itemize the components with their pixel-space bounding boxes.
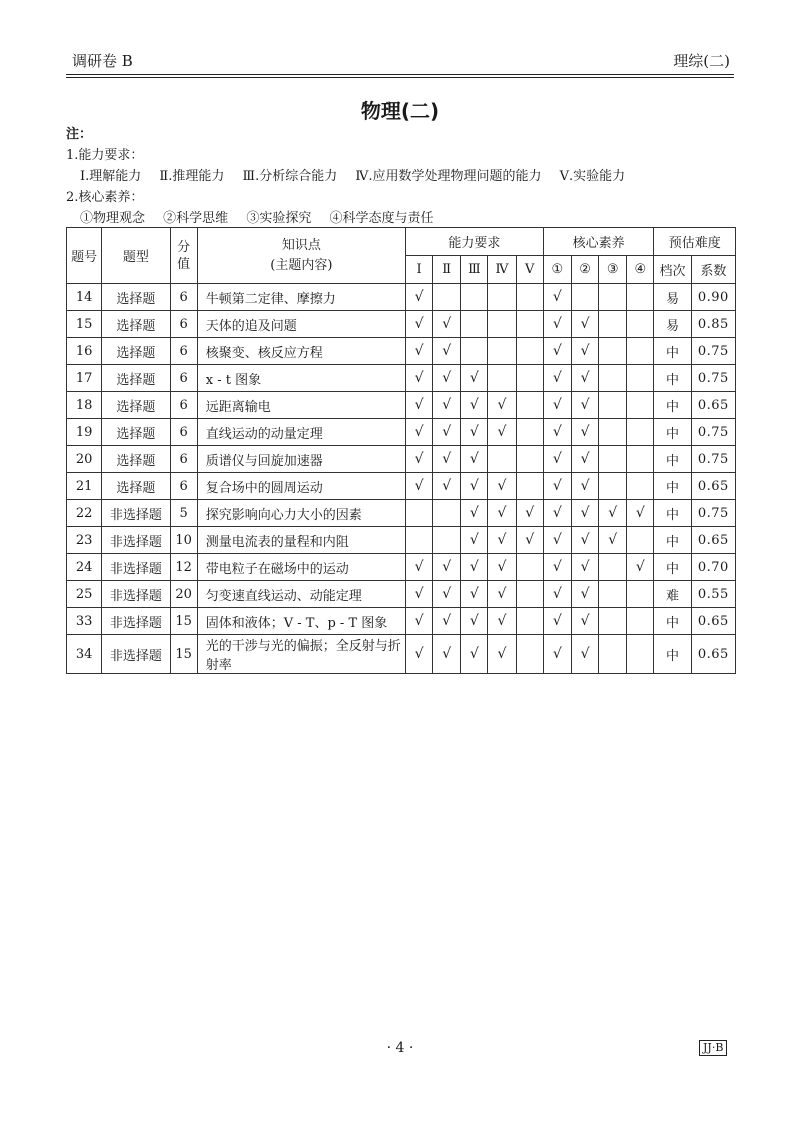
- literacy-item: ②科学思维: [163, 211, 229, 226]
- cell-core-check: [571, 284, 598, 311]
- cell-ability-check: √: [433, 554, 461, 581]
- table-body: [67, 284, 736, 674]
- cell-score: 6: [170, 284, 197, 311]
- cell-core-check: [599, 554, 627, 581]
- cell-core-check: √: [543, 473, 571, 500]
- cell-score: 12: [170, 554, 197, 581]
- cell-core-check: √: [543, 311, 571, 338]
- cell-core-check: √: [571, 554, 598, 581]
- cell-coef: 0.65: [691, 392, 735, 419]
- cell-ability-check: √: [433, 608, 461, 635]
- table-row: [67, 473, 736, 500]
- cell-core-check: √: [543, 581, 571, 608]
- cell-ability-check: [488, 284, 516, 311]
- header-topic: [197, 228, 405, 284]
- cell-level: 中: [654, 392, 691, 419]
- page-title: 物理(二): [360, 99, 440, 123]
- cell-ability-check: [488, 311, 516, 338]
- cell-core-check: √: [571, 311, 598, 338]
- cell-num: 16: [67, 338, 102, 365]
- cell-core-check: √: [571, 392, 598, 419]
- cell-core-check: √: [571, 500, 598, 527]
- cell-coef: 0.70: [691, 554, 735, 581]
- cell-ability-check: √: [461, 635, 488, 674]
- cell-core-check: √: [571, 608, 598, 635]
- cell-ability-check: √: [405, 338, 432, 365]
- header-type: 题型: [102, 228, 170, 284]
- cell-coef: 0.75: [691, 419, 735, 446]
- cell-ability-check: [516, 446, 543, 473]
- cell-score: 5: [170, 500, 197, 527]
- cell-coef: 0.65: [691, 608, 735, 635]
- cell-core-check: [627, 608, 654, 635]
- ability-item: Ⅱ.推理能力: [159, 169, 225, 184]
- cell-topic: 远距离输电: [197, 392, 405, 419]
- cell-core-check: √: [571, 365, 598, 392]
- cell-core-check: [599, 365, 627, 392]
- cell-ability-check: [516, 338, 543, 365]
- cell-level: 中: [654, 500, 691, 527]
- cell-ability-check: √: [461, 608, 488, 635]
- cell-ability-check: √: [405, 473, 432, 500]
- cell-ability-check: √: [433, 473, 461, 500]
- cell-ability-check: √: [405, 419, 432, 446]
- literacy-list: [66, 208, 639, 229]
- cell-num: 14: [67, 284, 102, 311]
- cell-topic: 测量电流表的量程和内阻: [197, 527, 405, 554]
- header-exam-name: 调研卷 B: [72, 52, 133, 70]
- cell-type: 选择题: [102, 473, 170, 500]
- cell-core-check: √: [571, 527, 598, 554]
- cell-num: 22: [67, 500, 102, 527]
- cell-ability-check: [516, 608, 543, 635]
- cell-type: 选择题: [102, 419, 170, 446]
- cell-core-check: [599, 338, 627, 365]
- header-ability-col: Ⅱ: [433, 256, 461, 284]
- cell-ability-check: √: [488, 527, 516, 554]
- cell-ability-check: [488, 338, 516, 365]
- cell-type: 选择题: [102, 311, 170, 338]
- cell-coef: 0.65: [691, 473, 735, 500]
- cell-ability-check: [516, 635, 543, 674]
- cell-ability-check: [461, 311, 488, 338]
- cell-core-check: √: [571, 635, 598, 674]
- cell-core-check: √: [543, 500, 571, 527]
- cell-score: 15: [170, 608, 197, 635]
- cell-ability-check: √: [488, 581, 516, 608]
- table-row: [67, 338, 736, 365]
- cell-ability-check: [461, 284, 488, 311]
- cell-core-check: √: [627, 500, 654, 527]
- cell-ability-check: [516, 392, 543, 419]
- cell-type: 选择题: [102, 284, 170, 311]
- cell-core-check: [627, 581, 654, 608]
- cell-topic: 匀变速直线运动、动能定理: [197, 581, 405, 608]
- cell-level: 中: [654, 365, 691, 392]
- cell-ability-check: √: [405, 392, 432, 419]
- cell-level: 中: [654, 473, 691, 500]
- cell-score: 6: [170, 446, 197, 473]
- cell-topic: 直线运动的动量定理: [197, 419, 405, 446]
- ability-title: 1.能力要求：: [66, 148, 144, 163]
- literacy-item: ①物理观念: [80, 211, 146, 226]
- header-topic-main: 知识点: [281, 237, 321, 253]
- cell-ability-check: [405, 527, 432, 554]
- cell-score: 6: [170, 311, 197, 338]
- header-core-col: ②: [571, 256, 598, 284]
- ability-list: [66, 166, 639, 187]
- cell-ability-check: √: [433, 419, 461, 446]
- cell-score: 10: [170, 527, 197, 554]
- table-row: [67, 581, 736, 608]
- cell-type: 非选择题: [102, 581, 170, 608]
- cell-core-check: √: [543, 554, 571, 581]
- cell-ability-check: √: [405, 311, 432, 338]
- cell-topic: 核聚变、核反应方程: [197, 338, 405, 365]
- cell-ability-check: √: [405, 608, 432, 635]
- cell-ability-check: √: [405, 365, 432, 392]
- cell-ability-check: [516, 473, 543, 500]
- cell-ability-check: √: [433, 392, 461, 419]
- cell-level: 易: [654, 311, 691, 338]
- cell-type: 选择题: [102, 338, 170, 365]
- cell-num: 15: [67, 311, 102, 338]
- cell-ability-check: [488, 446, 516, 473]
- ability-item: Ⅳ.应用数学处理物理问题的能力: [355, 169, 542, 184]
- header-difficulty: 预估难度: [654, 228, 736, 256]
- table-row: [67, 446, 736, 473]
- cell-num: 20: [67, 446, 102, 473]
- cell-score: 6: [170, 473, 197, 500]
- cell-ability-check: √: [461, 392, 488, 419]
- header-core-col: ④: [627, 256, 654, 284]
- cell-core-check: √: [571, 581, 598, 608]
- cell-ability-check: √: [405, 554, 432, 581]
- cell-ability-check: √: [405, 446, 432, 473]
- cell-core-check: [627, 635, 654, 674]
- cell-type: 非选择题: [102, 635, 170, 674]
- table-row: [67, 365, 736, 392]
- cell-core-check: [599, 284, 627, 311]
- cell-ability-check: √: [461, 581, 488, 608]
- header-rule-thick: [66, 74, 734, 75]
- cell-num: 21: [67, 473, 102, 500]
- cell-coef: 0.75: [691, 365, 735, 392]
- cell-core-check: √: [571, 446, 598, 473]
- cell-ability-check: [488, 365, 516, 392]
- cell-ability-check: √: [461, 473, 488, 500]
- header-ability-col: Ⅰ: [405, 256, 432, 284]
- table-row: [67, 392, 736, 419]
- table-row: [67, 500, 736, 527]
- cell-ability-check: √: [461, 365, 488, 392]
- cell-coef: 0.55: [691, 581, 735, 608]
- cell-coef: 0.90: [691, 284, 735, 311]
- cell-core-check: [599, 311, 627, 338]
- cell-ability-check: [461, 338, 488, 365]
- header-score: [170, 228, 197, 284]
- cell-ability-check: √: [433, 311, 461, 338]
- cell-ability-check: √: [461, 446, 488, 473]
- cell-topic: 带电粒子在磁场中的运动: [197, 554, 405, 581]
- cell-topic: 光的干涉与光的偏振；全反射与折射率: [197, 635, 405, 674]
- cell-ability-check: √: [405, 635, 432, 674]
- table-row: [67, 635, 736, 674]
- page-number: · 4 ·: [386, 1040, 414, 1056]
- cell-core-check: √: [543, 446, 571, 473]
- cell-level: 中: [654, 419, 691, 446]
- cell-ability-check: √: [488, 500, 516, 527]
- cell-topic: x - t 图象: [197, 365, 405, 392]
- cell-score: 6: [170, 419, 197, 446]
- cell-ability-check: √: [488, 419, 516, 446]
- cell-core-check: √: [543, 284, 571, 311]
- header-score-text: 分值: [177, 239, 191, 272]
- cell-ability-check: √: [516, 500, 543, 527]
- header-core-col: ③: [599, 256, 627, 284]
- header-coef: 系数: [691, 256, 735, 284]
- paper-code-badge: JJ·B: [699, 1040, 727, 1056]
- ability-item: Ⅰ.理解能力: [80, 169, 142, 184]
- cell-core-check: [599, 446, 627, 473]
- cell-level: 中: [654, 527, 691, 554]
- notes-block: [66, 124, 639, 229]
- cell-ability-check: √: [488, 554, 516, 581]
- cell-ability-check: [405, 500, 432, 527]
- cell-ability-check: √: [461, 500, 488, 527]
- cell-coef: 0.85: [691, 311, 735, 338]
- cell-num: 23: [67, 527, 102, 554]
- cell-type: 选择题: [102, 392, 170, 419]
- header-rule-thin: [66, 77, 734, 78]
- cell-ability-check: √: [488, 608, 516, 635]
- cell-ability-check: √: [433, 365, 461, 392]
- cell-ability-check: √: [516, 527, 543, 554]
- cell-num: 17: [67, 365, 102, 392]
- table-row: [67, 527, 736, 554]
- header-core-col: ①: [543, 256, 571, 284]
- cell-num: 19: [67, 419, 102, 446]
- cell-topic: 牛顿第二定律、摩擦力: [197, 284, 405, 311]
- cell-ability-check: [516, 554, 543, 581]
- cell-core-check: [599, 608, 627, 635]
- cell-core-check: [599, 473, 627, 500]
- cell-ability-check: [433, 284, 461, 311]
- cell-score: 20: [170, 581, 197, 608]
- cell-level: 难: [654, 581, 691, 608]
- cell-ability-check: √: [405, 581, 432, 608]
- cell-type: 非选择题: [102, 500, 170, 527]
- header-level: 档次: [654, 256, 691, 284]
- ability-item: Ⅲ.分析综合能力: [242, 169, 338, 184]
- header-num: 题号: [67, 228, 102, 284]
- cell-ability-check: [433, 527, 461, 554]
- cell-ability-check: √: [405, 284, 432, 311]
- cell-core-check: √: [543, 527, 571, 554]
- cell-core-check: [599, 419, 627, 446]
- cell-topic: 探究影响向心力大小的因素: [197, 500, 405, 527]
- cell-num: 18: [67, 392, 102, 419]
- cell-level: 中: [654, 635, 691, 674]
- literacy-item: ④科学态度与责任: [329, 211, 434, 226]
- cell-core-check: [627, 392, 654, 419]
- table-row: [67, 419, 736, 446]
- cell-core-check: √: [543, 365, 571, 392]
- cell-core-check: √: [543, 419, 571, 446]
- ability-item: Ⅴ.实验能力: [559, 169, 626, 184]
- table-row: [67, 608, 736, 635]
- cell-ability-check: [516, 284, 543, 311]
- cell-core-check: [627, 338, 654, 365]
- cell-type: 非选择题: [102, 554, 170, 581]
- header-ability-col: Ⅳ: [488, 256, 516, 284]
- cell-core-check: √: [543, 635, 571, 674]
- cell-topic: 复合场中的圆周运动: [197, 473, 405, 500]
- cell-core-check: [627, 284, 654, 311]
- spec-table: [66, 227, 736, 674]
- cell-coef: 0.65: [691, 527, 735, 554]
- header-core: 核心素养: [543, 228, 654, 256]
- cell-score: 6: [170, 392, 197, 419]
- cell-ability-check: √: [461, 527, 488, 554]
- cell-ability-check: √: [488, 635, 516, 674]
- cell-core-check: [627, 419, 654, 446]
- cell-ability-check: √: [488, 473, 516, 500]
- cell-score: 6: [170, 338, 197, 365]
- cell-score: 6: [170, 365, 197, 392]
- cell-num: 25: [67, 581, 102, 608]
- cell-topic: 质谱仪与回旋加速器: [197, 446, 405, 473]
- cell-score: 15: [170, 635, 197, 674]
- cell-ability-check: √: [461, 554, 488, 581]
- cell-core-check: [627, 527, 654, 554]
- cell-ability-check: √: [433, 581, 461, 608]
- cell-ability-check: √: [433, 635, 461, 674]
- cell-level: 中: [654, 446, 691, 473]
- cell-core-check: [599, 392, 627, 419]
- cell-ability-check: [516, 581, 543, 608]
- cell-coef: 0.75: [691, 500, 735, 527]
- literacy-item: ③实验探究: [246, 211, 312, 226]
- cell-core-check: [599, 581, 627, 608]
- cell-core-check: √: [543, 338, 571, 365]
- cell-core-check: [599, 635, 627, 674]
- table-row: [67, 554, 736, 581]
- cell-coef: 0.65: [691, 635, 735, 674]
- cell-level: 中: [654, 608, 691, 635]
- cell-core-check: √: [627, 554, 654, 581]
- header-ability-col: Ⅴ: [516, 256, 543, 284]
- cell-ability-check: √: [433, 446, 461, 473]
- cell-level: 中: [654, 554, 691, 581]
- cell-core-check: [627, 365, 654, 392]
- cell-type: 非选择题: [102, 608, 170, 635]
- cell-coef: 0.75: [691, 338, 735, 365]
- cell-num: 24: [67, 554, 102, 581]
- cell-core-check: √: [599, 500, 627, 527]
- cell-ability-check: √: [488, 392, 516, 419]
- table-row: [67, 284, 736, 311]
- cell-ability-check: √: [461, 419, 488, 446]
- header-ability-col: Ⅲ: [461, 256, 488, 284]
- header-topic-sub: (主题内容): [270, 257, 333, 273]
- cell-level: 易: [654, 284, 691, 311]
- header-ability: 能力要求: [405, 228, 543, 256]
- cell-num: 34: [67, 635, 102, 674]
- cell-core-check: √: [571, 473, 598, 500]
- cell-ability-check: √: [433, 338, 461, 365]
- cell-core-check: [627, 311, 654, 338]
- cell-core-check: √: [543, 608, 571, 635]
- cell-core-check: √: [543, 392, 571, 419]
- cell-ability-check: [516, 311, 543, 338]
- notes-label: 注：: [66, 127, 93, 142]
- cell-type: 非选择题: [102, 527, 170, 554]
- header-subject: 理综(二): [673, 52, 730, 70]
- cell-core-check: √: [571, 419, 598, 446]
- cell-core-check: √: [599, 527, 627, 554]
- cell-topic: 固体和液体；V - T、p - T 图象: [197, 608, 405, 635]
- literacy-title: 2.核心素养：: [66, 190, 144, 205]
- table-row: [67, 311, 736, 338]
- cell-core-check: [627, 473, 654, 500]
- cell-level: 中: [654, 338, 691, 365]
- cell-coef: 0.75: [691, 446, 735, 473]
- cell-core-check: √: [571, 338, 598, 365]
- cell-type: 选择题: [102, 365, 170, 392]
- cell-type: 选择题: [102, 446, 170, 473]
- cell-ability-check: [516, 365, 543, 392]
- cell-ability-check: [433, 500, 461, 527]
- cell-ability-check: [516, 419, 543, 446]
- cell-num: 33: [67, 608, 102, 635]
- cell-topic: 天体的追及问题: [197, 311, 405, 338]
- cell-core-check: [627, 446, 654, 473]
